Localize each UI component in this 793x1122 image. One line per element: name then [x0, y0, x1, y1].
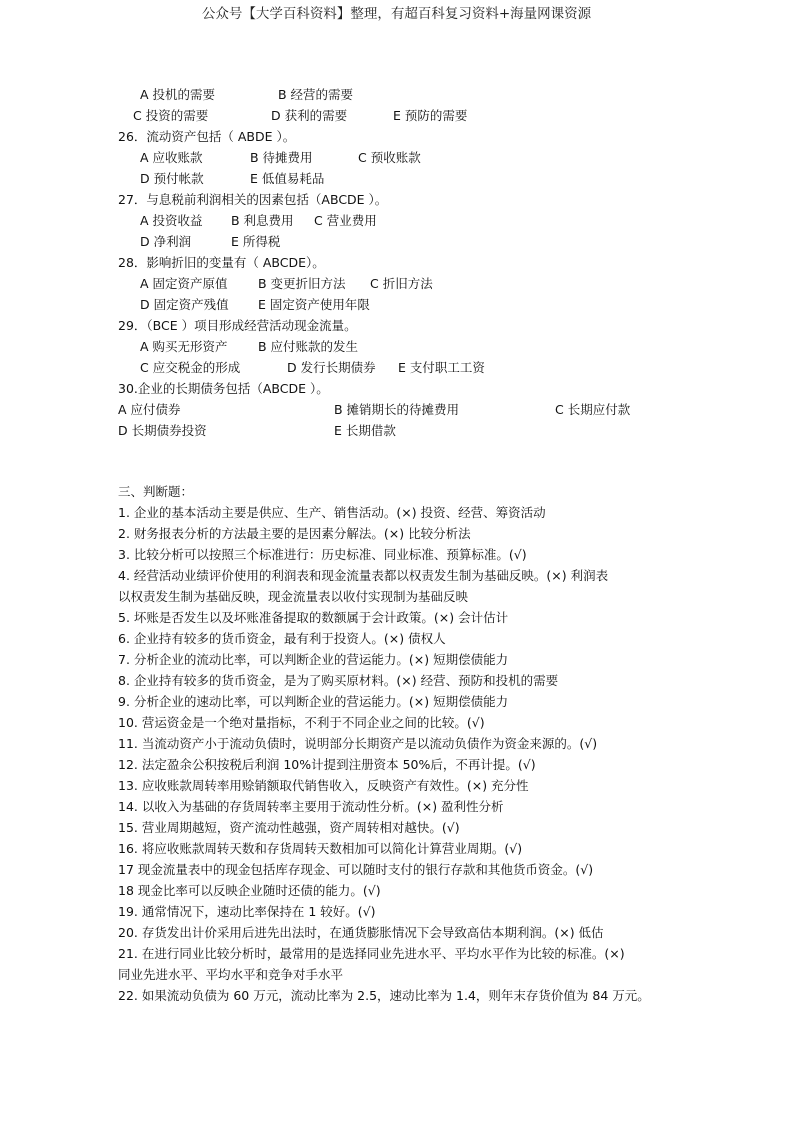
option-text: E 长期借款: [334, 423, 396, 438]
option-text: C 长期应付款: [555, 402, 631, 417]
list-item: 12. 法定盈余公积按税后利润 10%计提到注册资本 50%后，不再计提。(√): [118, 757, 536, 772]
option-text: D 预付帐款: [140, 171, 204, 186]
list-item: 15. 营业周期越短，资产流动性越强，资产周转相对越快。(√): [118, 820, 460, 835]
option-text: A 应收账款: [140, 150, 203, 165]
option-text: E 固定资产使用年限: [258, 297, 370, 312]
option-text: C 预收账款: [358, 150, 421, 165]
option-text: C 折旧方法: [370, 276, 433, 291]
question-text: 27．与息税前利润相关的因素包括（ABCDE ）。: [118, 192, 388, 207]
list-item: 7. 分析企业的流动比率，可以判断企业的营运能力。(×) 短期偿债能力: [118, 652, 509, 667]
option-text: A 购买无形资产: [140, 339, 228, 354]
list-item: 5. 坏账是否发生以及坏账准备提取的数额属于会计政策。(×) 会计估计: [118, 610, 509, 625]
option-text: A 投资收益: [140, 213, 203, 228]
list-item: 13. 应收账款周转率用赊销额取代销售收入，反映资产有效性。(×) 充分性: [118, 778, 529, 793]
option-text: A 应付债券: [118, 402, 181, 417]
list-item: 18 现金比率可以反映企业随时还债的能力。(√): [118, 883, 381, 898]
list-item: 6. 企业持有较多的货币资金，最有利于投资人。(×) 债权人: [118, 631, 446, 646]
list-item: 21. 在进行同业比较分析时，最常用的是选择同业先进水平、平均水平作为比较的标准。(×): [118, 946, 625, 961]
option-text: D 固定资产残值: [140, 297, 229, 312]
section-title: 三、判断题：: [118, 484, 194, 499]
option-text: A 投机的需要: [140, 87, 216, 102]
option-text: D 获利的需要: [271, 108, 348, 123]
list-item: 9. 分析企业的速动比率，可以判断企业的营运能力。(×) 短期偿债能力: [118, 694, 509, 709]
option-text: E 低值易耗品: [250, 171, 325, 186]
option-text: C 投资的需要: [133, 108, 209, 123]
option-text: E 所得税: [231, 234, 281, 249]
option-text: C 营业费用: [314, 213, 377, 228]
list-item: 20. 存货发出计价采用后进先出法时，在通货膨胀情况下会导致高估本期利润。(×) 低估: [118, 925, 604, 940]
option-text: B 变更折旧方法: [258, 276, 346, 291]
question-text: 29．（BCE ）项目形成经营活动现金流量。: [118, 318, 357, 333]
page-header: 公众号【大学百科资料】整理，有超百科复习资料+海量网课资源: [201, 6, 592, 22]
question-text: 30.企业的长期债务包括（ABCDE ）。: [118, 381, 329, 396]
list-item: 19. 通常情况下，速动比率保持在 1 较好。(√): [118, 904, 376, 919]
option-text: D 发行长期债券: [287, 360, 376, 375]
option-text: A 固定资产原值: [140, 276, 228, 291]
option-text: B 经营的需要: [278, 87, 354, 102]
list-item: 17 现金流量表中的现金包括库存现金、可以随时支付的银行存款和其他货币资金。(√): [118, 862, 594, 877]
option-text: D 长期债券投资: [118, 423, 207, 438]
option-text: E 预防的需要: [393, 108, 468, 123]
question-text: 28．影响折旧的变量有（ ABCDE）。: [118, 255, 325, 270]
list-item: 11. 当流动资产小于流动负债时，说明部分长期资产是以流动负债作为资金来源的。(√): [118, 736, 598, 751]
list-item: 以权责发生制为基础反映，现金流量表以收付实现制为基础反映: [118, 589, 469, 604]
list-item: 4. 经营活动业绩评价使用的利润表和现金流量表都以权责发生制为基础反映。(×) 利润表: [118, 568, 609, 583]
list-item: 1. 企业的基本活动主要是供应、生产、销售活动。(×) 投资、经营、筹资活动: [118, 505, 546, 520]
list-item: 8. 企业持有较多的货币资金，是为了购买原材料。(×) 经营、预防和投机的需要: [118, 673, 559, 688]
option-text: B 待摊费用: [250, 150, 313, 165]
list-item: 16. 将应收账款周转天数和存货周转天数相加可以简化计算营业周期。(√): [118, 841, 523, 856]
list-item: 22. 如果流动负债为 60 万元，流动比率为 2.5，速动比率为 1.4，则年末存货价值为 84 万元。: [118, 988, 650, 1003]
option-text: B 应付账款的发生: [258, 339, 359, 354]
list-item: 2. 财务报表分析的方法最主要的是因素分解法。(×) 比较分析法: [118, 526, 471, 541]
option-text: D 净利润: [140, 234, 192, 249]
option-text: B 利息费用: [231, 213, 294, 228]
option-text: C 应交税金的形成: [140, 360, 241, 375]
list-item: 10. 营运资金是一个绝对量指标，不利于不同企业之间的比较。(√): [118, 715, 485, 730]
list-item: 3. 比较分析可以按照三个标准进行：历史标准、同业标准、预算标准。(√): [118, 547, 527, 562]
list-item: 14. 以收入为基础的存货周转率主要用于流动性分析。(×) 盈利性分析: [118, 799, 504, 814]
list-item: 同业先进水平、平均水平和竞争对手水平: [118, 967, 344, 982]
option-text: B 摊销期长的待摊费用: [334, 402, 460, 417]
question-text: 26．流动资产包括（ ABDE ）。: [118, 129, 296, 144]
option-text: E 支付职工工资: [398, 360, 485, 375]
